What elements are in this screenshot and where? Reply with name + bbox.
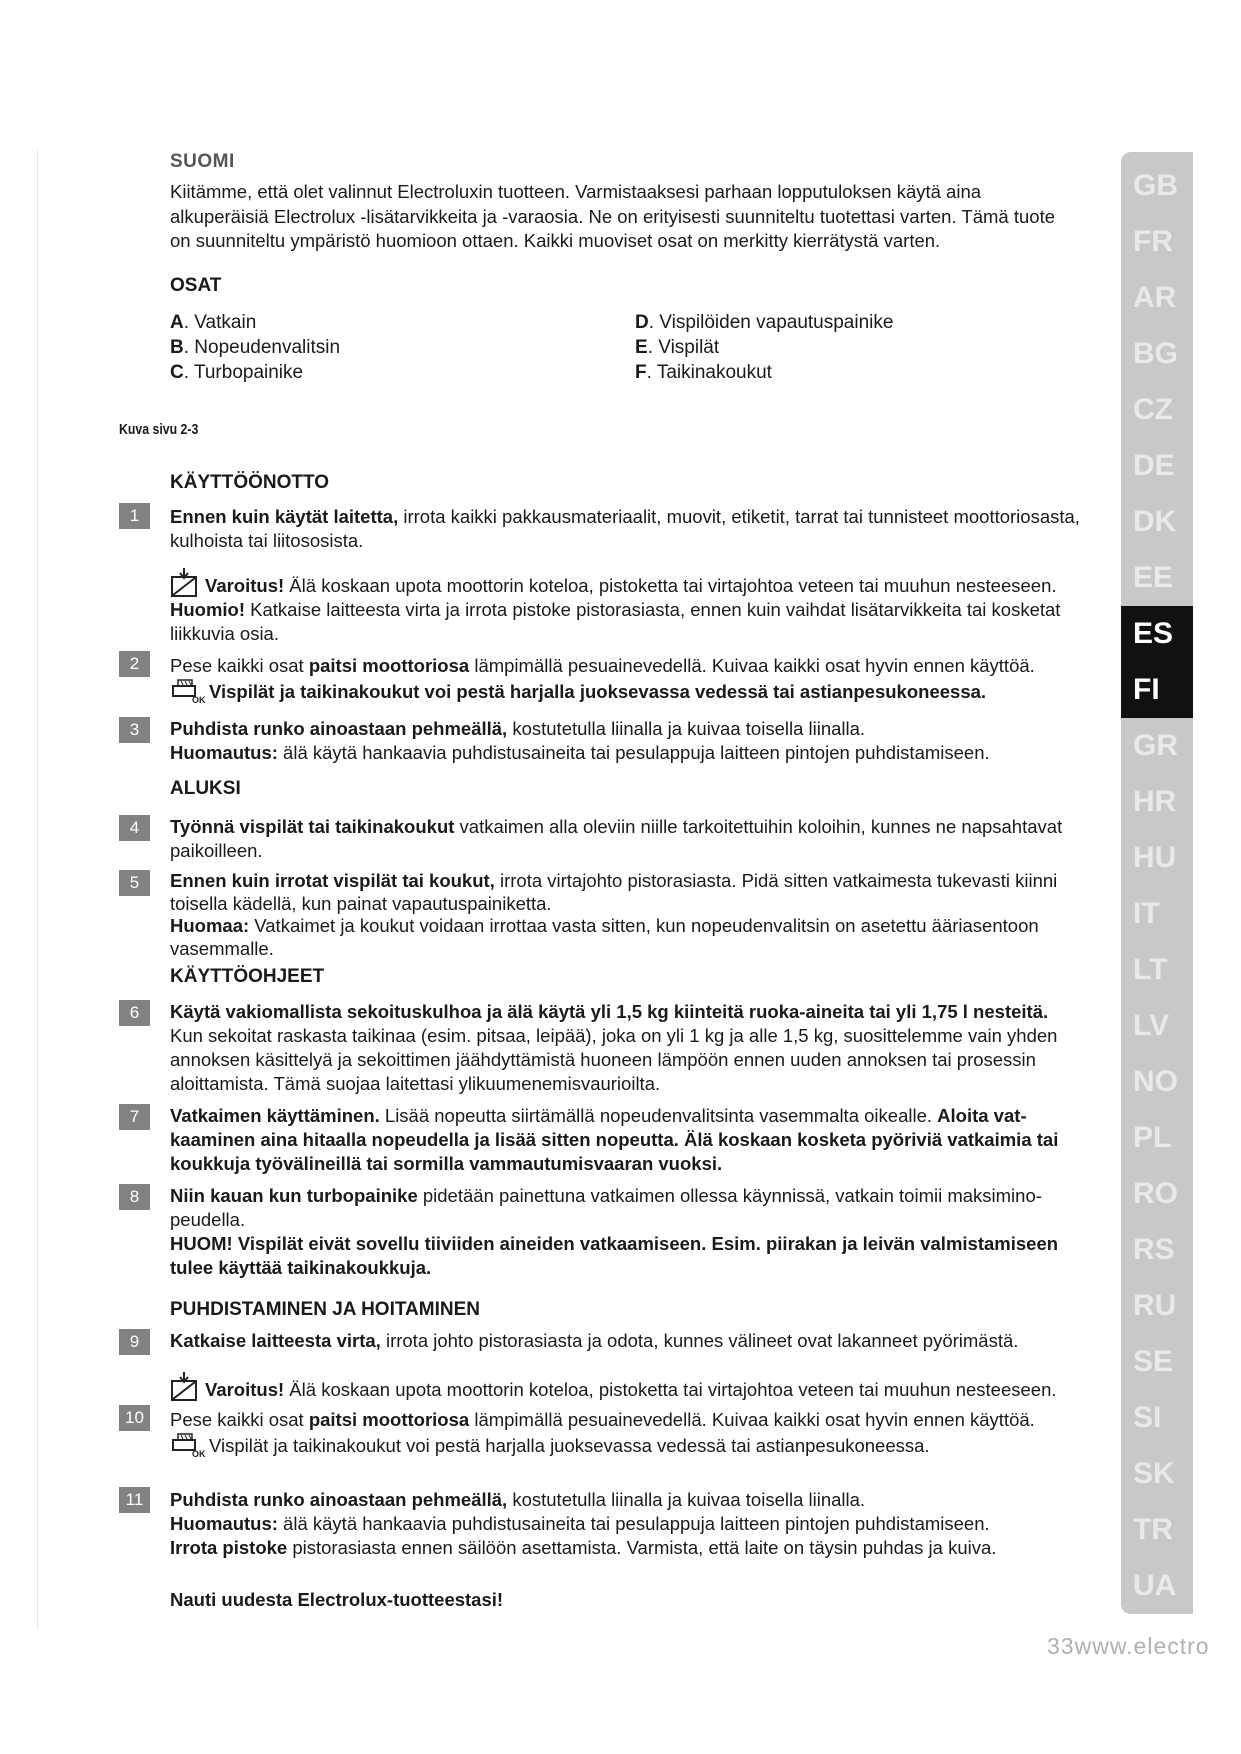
- step-number-2: 2: [119, 651, 150, 677]
- lang-tab[interactable]: SI: [1133, 1401, 1162, 1434]
- lang-tab[interactable]: PL: [1133, 1121, 1172, 1154]
- step-6-text: Käytä vakiomallista sekoituskulhoa ja älä käytä yli 1,5 kg kiinteitä ruoka-aineita tai yli 1,75 l nesteitä. Kun sekoitat raskasta taikinaa (esim. pitsaa, leipää), joka on yli 1 kg ja alle 1,5 kg, suosittelemme vain yhden annoksen käsittelyä ja sekoittimen jäähdyttämistä huoneen lämpöön ennen uuden annoksen tai prosessin aloittamista. Tämä suojaa laitettasi ylikuumenemisvaurioilta.: [170, 1001, 1058, 1094]
- lang-tab[interactable]: LT: [1133, 953, 1168, 986]
- step-1-text: Ennen kuin käytät laitetta, irrota kaikki pakkausmateriaalit, muovit, etiketit, tarrat tai tunnisteet moottoriosasta, kulhoista tai liitososista.: [170, 506, 1080, 551]
- lang-tab[interactable]: HU: [1133, 841, 1177, 874]
- step-number-3: 3: [119, 717, 150, 743]
- part-item: A. Vatkain: [170, 312, 257, 333]
- lang-tab-active[interactable]: ES: [1121, 606, 1193, 662]
- lang-tab[interactable]: HR: [1133, 785, 1177, 818]
- step-9-text: Katkaise laitteesta virta, irrota johto pistorasiasta ja odota, kunnes välineet ovat lakanneet pyörimästä.: [170, 1330, 1019, 1351]
- figure-reference: Kuva sivu 2-3: [119, 421, 199, 438]
- step-7-text: Vatkaimen käyttäminen. Lisää nopeutta siirtämällä nopeudenvalitsinta vasemmalta oikealle. Aloita vatkaaminen aina hitaalla nopeudella ja lisää sitten nopeutta. Älä koskaan kosketa pyöriviä vatkaimia tai koukkuja työvälineillä tai sormilla vammautumisvaaran vuoksi.: [170, 1105, 1059, 1174]
- lang-tab[interactable]: DK: [1133, 505, 1177, 538]
- step-number-10: 10: [119, 1405, 150, 1431]
- closing-line: Nauti uudesta Electrolux-tuotteestasi!: [170, 1589, 504, 1610]
- step-1-warning: Varoitus! Älä koskaan upota moottorin koteloa, pistoketta tai virtajohtoa veteen tai muuhun nesteeseen. Huomio! Katkaise laitteesta virta ja irrota pistoke pistorasiasta, ennen kuin vaihdat lisätarvikkeita tai kosketat liikkuvia osia.: [170, 568, 1095, 646]
- step-number-6: 6: [119, 1000, 150, 1026]
- parts-heading: OSAT: [170, 275, 222, 296]
- step-number-4: 4: [119, 815, 150, 841]
- lang-tab[interactable]: RS: [1133, 1233, 1175, 1266]
- step-3-text: Puhdista runko ainoastaan pehmeällä, kostutetulla liinalla ja kuivaa toisella liinalla. Huomautus: älä käytä hankaavia puhdistusaineita tai pesulappuja laitteen pintojen puhdistamiseen.: [170, 718, 990, 763]
- parts-list-right: [635, 310, 893, 385]
- language-title: SUOMI: [170, 151, 235, 172]
- part-item: E. Vispilät: [635, 337, 720, 358]
- section-heading-aluksi: ALUKSI: [170, 778, 241, 799]
- step-number-1: 1: [119, 503, 150, 529]
- lang-tab[interactable]: TR: [1133, 1513, 1173, 1546]
- page-footer: [1047, 1633, 1210, 1660]
- lang-tab[interactable]: BG: [1133, 337, 1178, 370]
- dishwasher-safe-icon: [170, 678, 206, 704]
- lang-tab[interactable]: SK: [1133, 1457, 1175, 1490]
- parts-list-left: [170, 310, 340, 385]
- lang-tab[interactable]: RU: [1133, 1289, 1177, 1322]
- lang-tab[interactable]: EE: [1133, 561, 1174, 594]
- lang-tab[interactable]: DE: [1133, 449, 1175, 482]
- svg-text:OK: OK: [192, 1449, 206, 1458]
- section-heading-kayttoonotto: KÄYTTÖÖNOTTO: [170, 472, 330, 493]
- lang-tab[interactable]: LV: [1133, 1009, 1170, 1042]
- section-heading-kayttoohjeet: KÄYTTÖOHJEET: [170, 966, 325, 987]
- part-item: B. Nopeudenvalitsin: [170, 337, 341, 358]
- lang-tab[interactable]: UA: [1133, 1569, 1177, 1602]
- section-heading-puhdistaminen: PUHDISTAMINEN JA HOITAMINEN: [170, 1299, 480, 1320]
- page-margin-line: [37, 150, 38, 1630]
- lang-tab[interactable]: SE: [1133, 1345, 1174, 1378]
- warning-box-icon: [170, 568, 202, 598]
- step-number-9: 9: [119, 1329, 150, 1355]
- lang-tab[interactable]: AR: [1133, 281, 1177, 314]
- step-number-8: 8: [119, 1184, 150, 1210]
- step-number-11: 11: [119, 1487, 150, 1513]
- part-item: D. Vispilöiden vapautuspainike: [635, 312, 894, 333]
- dishwasher-safe-icon: [170, 1432, 206, 1458]
- lang-tab[interactable]: IT: [1133, 897, 1160, 930]
- step-5-text: Ennen kuin irrotat vispilät tai koukut, irrota virtajohto pistorasiasta. Pidä sitten vatkaimesta tukevasti kiinni toisella kädellä, kun painat vapautuspainiketta. Huomaa: Vatkaimet ja koukut voidaan irrottaa vasta sitten, kun nopeudenvalitsin on asetettu ääriasentoon vasemmalle.: [170, 870, 1058, 959]
- step-2-text: Pese kaikki osat paitsi moottoriosa lämpimällä pesuainevedellä. Kuivaa kaikki osat hyvin ennen käyttöä. OK Vispilät ja taikinakoukut voi pestä harjalla juoksevassa vedessä tai astianpesukoneessa.: [170, 655, 1035, 704]
- page-number: 33: [1047, 1633, 1075, 1659]
- step-10-text: Pese kaikki osat paitsi moottoriosa lämpimällä pesuainevedellä. Kuivaa kaikki osat hyvin ennen käyttöä. OK Vispilät ja taikinakoukut voi pestä harjalla juoksevassa vedessä tai astianpesukoneessa.: [170, 1409, 1035, 1458]
- warning-box-icon: [170, 1372, 202, 1402]
- lang-tab[interactable]: CZ: [1133, 393, 1173, 426]
- step-11-text: Puhdista runko ainoastaan pehmeällä, kostutetulla liinalla ja kuivaa toisella liinalla. Huomautus: älä käytä hankaavia puhdistusaineita tai pesulappuja laitteen pintojen puhdistamiseen. Irrota pistoke pistorasiasta ennen säilöön asettamista. Varmista, että laite on täysin puhdas ja kuiva.: [170, 1489, 997, 1558]
- intro-paragraph: Kiitämme, että olet valinnut Electroluxin tuotteen. Varmistaaksesi parhaan lopputuloksen käytä aina alkuperäisiä Electrolux -lisätarvikkeita ja -varaosia. Ne on erityisesti suunniteltu tuotettasi varten. Tämä tuote on suunniteltu ympäristö huomioon ottaen. Kaikki muoviset osat on merkitty kierrätystä varten.: [170, 181, 1055, 251]
- step-4-text: Työnnä vispilät tai taikinakoukut vatkaimen alla oleviin niille tarkoitettuihin koloihin, kunnes ne napsahtavat paikoilleen.: [170, 816, 1063, 861]
- website: www.electro: [1074, 1633, 1210, 1659]
- step-number-5: 5: [119, 870, 150, 896]
- lang-tab[interactable]: RO: [1133, 1177, 1178, 1210]
- lang-tab[interactable]: FR: [1133, 225, 1173, 258]
- step-8-text: Niin kauan kun turbopainike pidetään painettuna vatkaimen ollessa käynnissä, vatkain toimii maksiminopeudella. HUOM! Vispilät eivät sovellu tiiviiden aineiden vatkaamiseen. Esim. piirakan ja leivän valmistamiseen tulee käyttää taikinakoukkuja.: [170, 1185, 1059, 1278]
- step-9-warning: Varoitus! Älä koskaan upota moottorin koteloa, pistoketta tai virtajohtoa veteen tai muuhun nesteeseen.: [170, 1372, 1095, 1402]
- lang-tab[interactable]: GR: [1133, 729, 1178, 762]
- part-item: C. Turbopainike: [170, 362, 304, 383]
- lang-tab[interactable]: NO: [1133, 1065, 1178, 1098]
- svg-text:OK: OK: [192, 695, 206, 704]
- step-number-7: 7: [119, 1104, 150, 1130]
- lang-tab-active[interactable]: FI: [1121, 662, 1193, 718]
- lang-tab[interactable]: GB: [1133, 169, 1178, 202]
- part-item: F. Taikinakoukut: [635, 362, 772, 383]
